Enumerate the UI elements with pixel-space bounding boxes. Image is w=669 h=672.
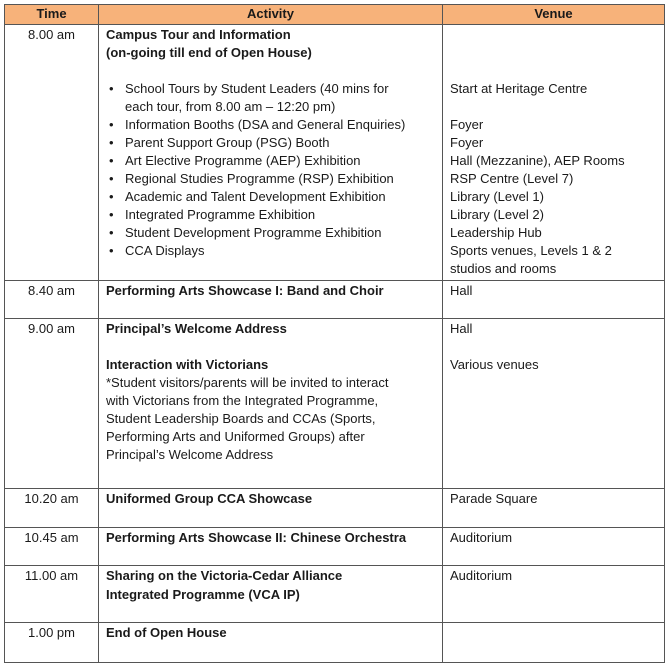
- header-activity: Activity: [99, 5, 443, 25]
- venue-cell: [443, 623, 665, 663]
- list-item-text: • School Tours by Student Leaders (40 mins for: [125, 81, 389, 96]
- activity-note: *Student visitors/parents will be invited to interact: [106, 375, 389, 390]
- activity-title: Integrated Programme (VCA IP): [106, 587, 300, 602]
- activity-title: Principal’s Welcome Address: [106, 321, 287, 336]
- venue-text: studios and rooms: [450, 261, 557, 276]
- header-venue: Venue: [443, 5, 665, 25]
- table-row: [5, 489, 665, 528]
- venue-text: Foyer: [450, 117, 484, 132]
- venue-text: Library (Level 2): [450, 207, 544, 222]
- venue-text: Foyer: [450, 135, 484, 150]
- activity-title: Uniformed Group CCA Showcase: [99, 489, 443, 528]
- venue-text: Library (Level 1): [450, 189, 544, 204]
- venue-cell: Auditorium: [443, 566, 665, 623]
- activity-cell: [99, 25, 443, 281]
- venue-text: Start at Heritage Centre: [450, 81, 588, 96]
- venue-text: Hall: [450, 321, 473, 336]
- activity-note: Principal’s Welcome Address: [106, 447, 274, 462]
- venue-cell: Auditorium: [443, 528, 665, 566]
- venue-text: Various venues: [450, 357, 539, 372]
- activity-title: Performing Arts Showcase II: Chinese Orchestra: [99, 528, 443, 566]
- list-item: • Academic and Talent Development Exhibition: [125, 188, 436, 206]
- time-cell: 1.00 pm: [5, 623, 99, 663]
- header-time: Time: [5, 5, 99, 25]
- venue-cell: Parade Square: [443, 489, 665, 528]
- table-row: [5, 25, 665, 281]
- list-item-text: each tour, from 8.00 am – 12:20 pm): [125, 99, 336, 114]
- venue-cell: Hall: [443, 281, 665, 319]
- list-item: • Information Booths (DSA and General Enquiries): [125, 116, 436, 134]
- table-row: [5, 319, 665, 489]
- venue-text: Sports venues, Levels 1 & 2: [450, 243, 612, 258]
- list-item: • CCA Displays: [125, 242, 436, 260]
- list-item: • Integrated Programme Exhibition: [125, 206, 436, 224]
- activity-title: End of Open House: [99, 623, 443, 663]
- table-row: [5, 623, 665, 663]
- header-row: [5, 5, 665, 25]
- activity-title: Campus Tour and Information: [106, 27, 291, 42]
- list-item: • Student Development Programme Exhibition: [125, 224, 436, 242]
- table-row: [5, 528, 665, 566]
- list-item: • Art Elective Programme (AEP) Exhibition: [125, 152, 436, 170]
- activity-note: Performing Arts and Uniformed Groups) after: [106, 429, 365, 444]
- activity-note: Student Leadership Boards and CCAs (Sports,: [106, 411, 376, 426]
- activity-title: (on-going till end of Open House): [106, 45, 312, 60]
- activity-title: Performing Arts Showcase I: Band and Choir: [99, 281, 443, 319]
- venue-text: Hall (Mezzanine), AEP Rooms: [450, 153, 625, 168]
- open-house-schedule-table: [4, 4, 665, 663]
- time-cell: 9.00 am: [5, 319, 99, 489]
- list-item: • Parent Support Group (PSG) Booth: [125, 134, 436, 152]
- venue-cell: [443, 319, 665, 489]
- activity-note: with Victorians from the Integrated Programme,: [106, 393, 379, 408]
- venue-cell: [443, 25, 665, 281]
- time-cell: 10.20 am: [5, 489, 99, 528]
- list-item: • Regional Studies Programme (RSP) Exhibition: [125, 170, 436, 188]
- venue-text: RSP Centre (Level 7): [450, 171, 574, 186]
- time-cell: 11.00 am: [5, 566, 99, 623]
- list-item: [125, 80, 436, 116]
- table-row: [5, 566, 665, 623]
- time-cell: 10.45 am: [5, 528, 99, 566]
- table-row: [5, 281, 665, 319]
- time-cell: 8.40 am: [5, 281, 99, 319]
- activity-list: [106, 80, 436, 260]
- venue-text: Leadership Hub: [450, 225, 542, 240]
- activity-title: Sharing on the Victoria-Cedar Alliance: [106, 568, 343, 583]
- activity-subtitle: Interaction with Victorians: [106, 357, 269, 372]
- activity-cell: [99, 319, 443, 489]
- time-cell: 8.00 am: [5, 25, 99, 281]
- activity-cell: [99, 566, 443, 623]
